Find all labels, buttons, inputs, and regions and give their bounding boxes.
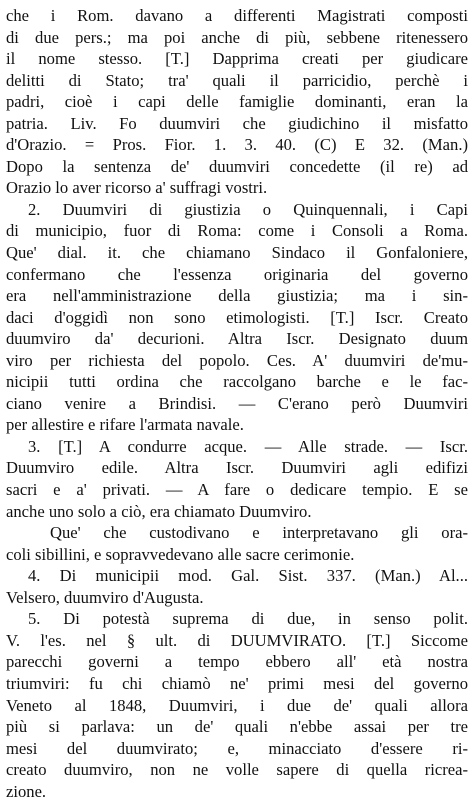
text-line: il nome stesso. [T.] Dapprima creati per giudicare (6, 49, 468, 69)
text-line: zione. (6, 781, 47, 801)
text-line: Dopo la sentenza de' duumviri concedette (il re) ad (6, 156, 468, 176)
text-line: coli sibillini, e sopravvedevano alle sacre cerimonie. (6, 544, 355, 564)
text-line: Orazio lo aver ricorso a' suffragi vostri. (6, 178, 268, 198)
text-line: d'Orazio. = Pros. Fior. 1. 3. 40. (C) E 32. (Man.) (6, 135, 468, 155)
text-line: duumviro da' decurioni. Altra Iscr. Designato duum (6, 329, 468, 349)
text-line: di due pers.; ma poi anche di più, sebbene ritenessero (6, 27, 468, 47)
text-line: patria. Liv. Fo duumviri che giudichino il misfatto (6, 113, 468, 133)
text-line: mesi del duumvirato; e, minacciato d'essere ri- (6, 738, 468, 758)
text-line: Que' dial. it. che chiamano Sindaco il Gonfaloniere, (6, 243, 468, 263)
section-5-heading-line: 5. Di potestà suprema di due, in senso polit. (28, 609, 468, 629)
text-line: padri, cioè i capi delle famiglie dominanti, eran la (6, 92, 468, 112)
section-2-heading-line: 2. Duumviri di giustizia o Quinquennali, i Capi (28, 199, 468, 219)
text-line: V. l'es. nel § ult. di DUUMVIRATO. [T.] Siccome (6, 630, 468, 650)
text-line: viro per richiesta del popolo. Ces. A' duumviri de'mu- (6, 350, 468, 370)
text-line: creato duumviro, non ne volle sapere di quella ricrea- (6, 760, 468, 780)
text-line: triumviri: fu chi chiamò ne' primi mesi del governo (6, 673, 468, 693)
section-4-heading-line: 4. Di municipii mod. Gal. Sist. 337. (Man.) Al... (28, 566, 468, 586)
text-line: sacri e a' privati. — A fare o dedicare tempio. E se (6, 480, 468, 500)
text-line: per allestire e rifare l'armata navale. (6, 415, 244, 435)
text-line: Veneto al 1848, Duumviri, i due de' quali allora (6, 695, 468, 715)
text-line: ciano venire a Brindisi. — C'erano però Duumviri (6, 393, 468, 413)
text-line: nicipii tutti ordina che raccolgano barche e le fac- (6, 372, 468, 392)
text-line: Que' che custodivano e interpretavano gli ora- (50, 523, 468, 543)
text-line: delitti di Stato; tra' quali il parricidio, perchè i (6, 70, 468, 90)
text-line: più si parlava: un de' quali n'ebbe assai per tre (6, 717, 468, 737)
text-line: Velsero, duumviro d'Augusta. (6, 587, 204, 607)
text-line: che i Rom. davano a differenti Magistrati composti (6, 6, 468, 25)
section-3-heading-line: 3. [T.] A condurre acque. — Alle strade. — Iscr. (28, 436, 468, 456)
text-line: di municipio, fuor di Roma: come i Consoli a Roma. (6, 221, 468, 241)
text-line: anche uno solo a ciò, era chiamato Duumviro. (6, 501, 312, 521)
text-line: Duumviro edile. Altra Iscr. Duumviri agli edifizi (6, 458, 468, 478)
text-line: parecchi governi a tempo ebbero all' età nostra (6, 652, 468, 672)
text-line: daci d'oggidì non sono etimologisti. [T.] Iscr. Creato (6, 307, 468, 327)
text-line: confermano che l'essenza originaria del governo (6, 264, 468, 284)
text-line: era nell'amministrazione della giustizia; ma i sin- (6, 286, 468, 306)
